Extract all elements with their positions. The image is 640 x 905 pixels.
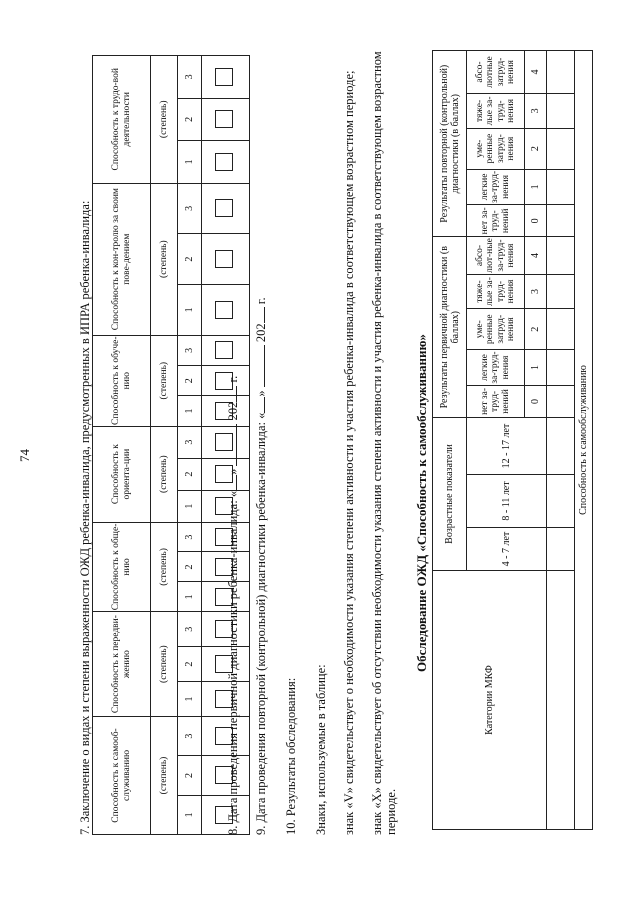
degree-number: 2	[178, 647, 202, 682]
primary-score-cell[interactable]	[547, 309, 575, 350]
repeat-score-label: тяже-лые за-труд-нения	[467, 94, 525, 129]
ability-header: Способность к передви-жению	[93, 612, 151, 717]
degree-number: 1	[178, 490, 202, 522]
degree-label: (степень)	[151, 426, 178, 522]
ability-header: Способность к ориента-ции	[93, 426, 151, 522]
primary-month-blank[interactable]	[226, 424, 237, 466]
degree-number: 1	[178, 795, 202, 834]
degree-number: 2	[178, 366, 202, 396]
age-header: Возрастные показатели	[433, 418, 467, 571]
primary-score-value: 2	[525, 309, 547, 350]
degree-number: 3	[178, 522, 202, 552]
degree-number: 2	[178, 98, 202, 140]
icf-header: Категории МКФ	[433, 571, 547, 830]
primary-results-header: Результаты первичной диагностики (в баллах)	[433, 237, 467, 418]
repeat-score-cell[interactable]	[547, 169, 575, 205]
degree-number: 3	[178, 335, 202, 365]
repeat-score-value: 1	[525, 169, 547, 205]
age-cell-1[interactable]	[547, 528, 575, 571]
signs-heading: Знаки, используемые в таблице:	[314, 664, 328, 835]
ability-header: Способность к кон-тролю за своим пове-дением	[93, 183, 151, 335]
degree-number: 1	[178, 582, 202, 612]
primary-score-label: нет за-труд-нений	[467, 385, 525, 417]
degree-label: (степень)	[151, 716, 178, 834]
primary-score-label: легкие за-труд-нения	[467, 350, 525, 386]
ability-header: Способность к обще-нию	[93, 522, 151, 612]
section-row: Способность к самообслуживанию	[575, 51, 593, 830]
sign-v-note: знак «V» свидетельствует о необходимости указания степени активности и участия ребенка-инвалида в соответствующем возрастном периоде;	[342, 70, 356, 835]
degree-checkbox-cell	[202, 234, 250, 285]
primary-score-cell[interactable]	[547, 274, 575, 309]
repeat-date	[254, 297, 268, 835]
primary-score-cell[interactable]	[547, 350, 575, 386]
icf-cell	[547, 571, 575, 830]
repeat-score-cell[interactable]	[547, 128, 575, 169]
degree-number: 3	[178, 56, 202, 99]
age-cell-3[interactable]	[547, 418, 575, 475]
primary-day-blank[interactable]	[226, 475, 237, 491]
degree-number: 1	[178, 285, 202, 336]
degree-checkbox-cell	[202, 183, 250, 234]
repeat-score-cell[interactable]	[547, 205, 575, 237]
results-heading: 10. Результаты обследования:	[284, 677, 298, 835]
primary-score-value: 3	[525, 274, 547, 309]
repeat-date-label: 9. Дата проведения повторной (контрольной) диагностики ребенка-инвалида: «	[254, 412, 268, 835]
degree-number: 2	[178, 552, 202, 582]
degree-number: 3	[178, 716, 202, 755]
primary-score-value: 0	[525, 385, 547, 417]
primary-date	[226, 376, 240, 835]
degree-checkbox-cell	[202, 98, 250, 140]
primary-score-label: тяже-лые за-труд-нения	[467, 274, 525, 309]
primary-score-cell[interactable]	[547, 385, 575, 417]
repeat-date-mid: »	[254, 390, 268, 397]
repeat-score-cell[interactable]	[547, 94, 575, 129]
repeat-score-value: 0	[525, 205, 547, 237]
degree-number: 3	[178, 183, 202, 234]
age-col-1: 4 - 7 лет	[467, 528, 547, 571]
degree-number: 2	[178, 234, 202, 285]
primary-year-suffix: г.	[226, 375, 240, 383]
degree-checkbox[interactable]	[215, 250, 233, 268]
degree-label: (степень)	[151, 612, 178, 717]
primary-year-blank[interactable]	[226, 386, 237, 402]
repeat-score-value: 4	[525, 51, 547, 94]
primary-score-cell[interactable]	[547, 237, 575, 274]
repeat-day-blank[interactable]	[254, 397, 265, 413]
repeat-month-blank[interactable]	[254, 345, 265, 387]
age-cell-2[interactable]	[547, 475, 575, 528]
ability-header: Способность к обучe-нию	[93, 335, 151, 426]
exam-table	[432, 50, 593, 830]
degree-checkbox[interactable]	[215, 68, 233, 86]
repeat-score-cell[interactable]	[547, 51, 575, 94]
repeat-year: 202	[254, 323, 268, 343]
age-col-2: 8 - 11 лет	[467, 475, 547, 528]
degree-checkbox[interactable]	[215, 341, 233, 359]
conclusion-title: 7. Заключение о видах и степени выраженности ОЖД ребенка-инвалида, предусмотренных в ИПРА ребенка-инвалида:	[78, 200, 92, 835]
primary-score-label: уме-ренные затруд-нения	[467, 309, 525, 350]
degree-checkbox-cell	[202, 285, 250, 336]
degree-number: 3	[178, 426, 202, 458]
degree-number: 2	[178, 458, 202, 490]
degree-checkbox[interactable]	[215, 110, 233, 128]
degree-label: (степень)	[151, 522, 178, 612]
degree-label: (степень)	[151, 183, 178, 335]
primary-date-mid: »	[226, 468, 240, 475]
degree-number: 2	[178, 756, 202, 795]
degree-number: 1	[178, 396, 202, 426]
degree-label: (степень)	[151, 335, 178, 426]
primary-score-label: абсо-лют-ные за-труд-нения	[467, 237, 525, 274]
sign-x-note-cont: периоде.	[384, 788, 398, 835]
repeat-year-suffix: г.	[254, 297, 268, 305]
degree-checkbox-cell	[202, 141, 250, 183]
degree-number: 1	[178, 141, 202, 183]
degree-number: 1	[178, 682, 202, 717]
degree-label: (степень)	[151, 56, 178, 184]
primary-score-value: 4	[525, 237, 547, 274]
primary-date-label: 8. Дата проведения первичной диагностики ребенка-инвалида: «	[226, 490, 240, 835]
degree-checkbox[interactable]	[215, 301, 233, 319]
repeat-score-label: абсо-лютные затруд-нения	[467, 51, 525, 94]
repeat-score-label: уме-ренные затруд-нения	[467, 128, 525, 169]
degree-checkbox-cell	[202, 335, 250, 365]
repeat-score-label: легкие за-труд-нения	[467, 169, 525, 205]
ability-header: Способность к самооб-служиванию	[93, 716, 151, 834]
repeat-score-label: нет за-труд-нений	[467, 205, 525, 237]
sign-x-note: знак «X» свидетельствует об отсутствии необходимости указания степени активности и участия ребенка-инвалида в соответствующем возрастном	[370, 51, 384, 835]
ability-header: Способность к трудо-вой деятельности	[93, 56, 151, 184]
primary-score-value: 1	[525, 350, 547, 386]
repeat-score-value: 2	[525, 128, 547, 169]
degree-checkbox[interactable]	[215, 153, 233, 171]
degree-checkbox-cell	[202, 56, 250, 99]
age-col-3: 12 - 17 лет	[467, 418, 547, 475]
repeat-results-header: Результаты повторной (контрольной) диагностики (в баллах)	[433, 51, 467, 237]
primary-year: 202	[226, 401, 240, 421]
degree-checkbox[interactable]	[215, 199, 233, 217]
repeat-year-blank[interactable]	[254, 307, 265, 323]
repeat-score-value: 3	[525, 94, 547, 129]
exam-title: Обследование ОЖД «Способность к самообслуживанию»	[414, 334, 429, 672]
page-number: 74	[17, 449, 32, 462]
degree-number: 3	[178, 612, 202, 647]
